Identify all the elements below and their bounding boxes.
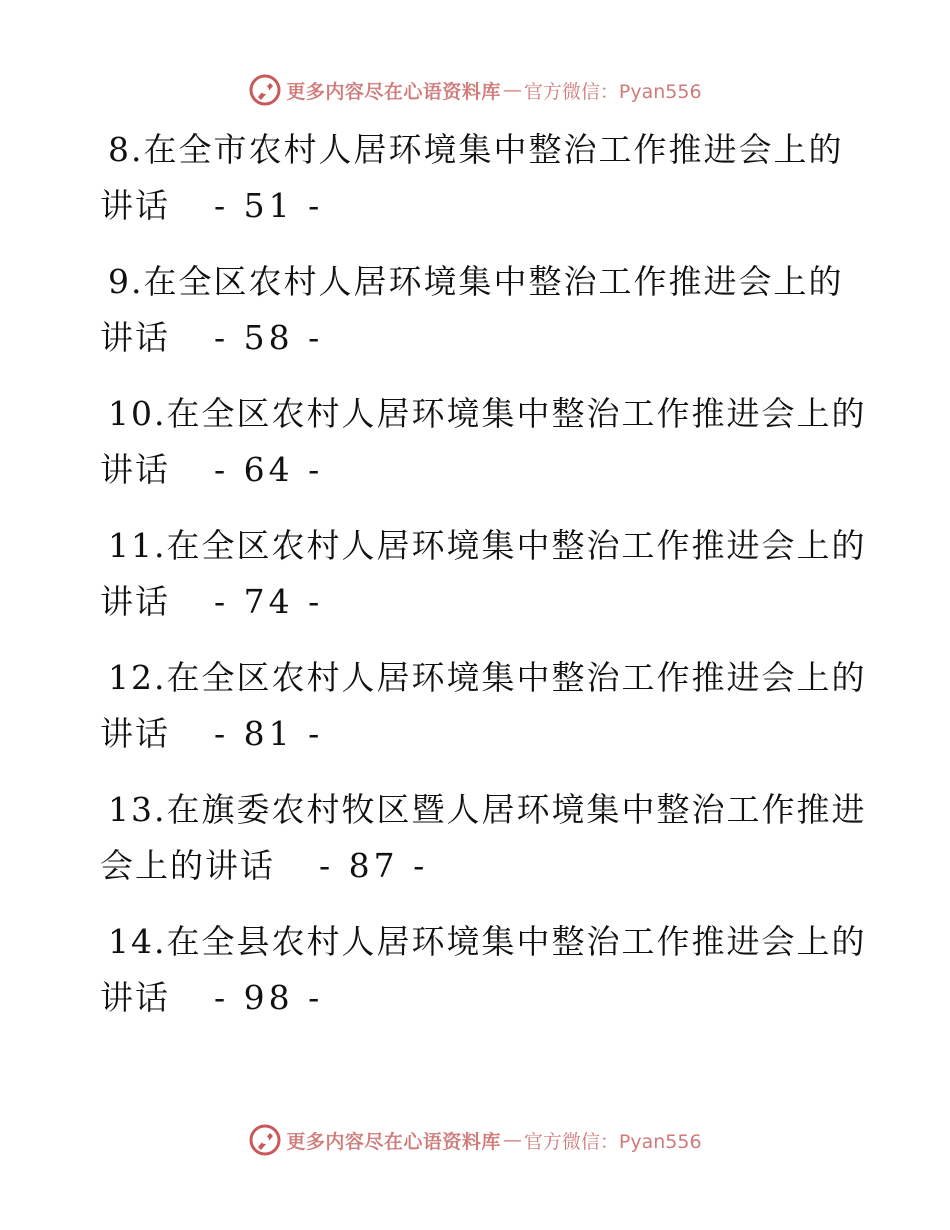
pen-circle-logo-icon xyxy=(248,1123,282,1157)
watermark-text: 更多内容尽在心语资料库 xyxy=(286,1130,501,1153)
toc-entry-title-end: 讲话 xyxy=(100,450,170,489)
toc-page-number: - 58 - xyxy=(214,318,324,357)
toc-entry-continuation xyxy=(100,310,850,366)
toc-entry-continuation xyxy=(100,706,850,762)
pen-circle-logo-icon xyxy=(248,73,282,107)
header-watermark xyxy=(0,70,950,110)
toc-entry-continuation xyxy=(100,178,850,234)
toc-page-number: - 81 - xyxy=(214,714,324,753)
toc-entry-title: 12.在全区农村人居环境集中整治工作推进会上的 xyxy=(108,658,867,697)
toc-entry-title: 10.在全区农村人居环境集中整治工作推进会上的 xyxy=(108,394,867,433)
watermark-separator: — xyxy=(502,79,522,101)
toc-entry-title: 13.在旗委农村牧区暨人居环境集中整治工作推进 xyxy=(108,790,867,829)
toc-page-number: - 98 - xyxy=(214,978,324,1017)
toc-entry-title: 8.在全市农村人居环境集中整治工作推进会上的 xyxy=(108,130,844,169)
table-of-contents xyxy=(100,122,867,1046)
toc-entry-title: 14.在全县农村人居环境集中整治工作推进会上的 xyxy=(108,922,867,961)
toc-entry xyxy=(100,914,867,1026)
toc-entry xyxy=(100,782,867,894)
watermark-separator: — xyxy=(502,1129,522,1151)
toc-entry-title: 9.在全区农村人居环境集中整治工作推进会上的 xyxy=(108,262,844,301)
toc-page-number: - 87 - xyxy=(319,846,429,885)
toc-entry-title: 11.在全区农村人居环境集中整治工作推进会上的 xyxy=(108,526,867,565)
toc-page-number: - 51 - xyxy=(214,186,324,225)
toc-entry xyxy=(100,254,850,366)
watermark-contact: 官方微信：Pyan556 xyxy=(523,80,702,103)
watermark-text: 更多内容尽在心语资料库 xyxy=(286,80,501,103)
footer-watermark xyxy=(0,1120,950,1160)
toc-entry-continuation xyxy=(100,970,850,1026)
toc-entry xyxy=(100,518,867,630)
toc-entry xyxy=(100,122,850,234)
toc-page-number: - 64 - xyxy=(214,450,324,489)
watermark-contact: 官方微信：Pyan556 xyxy=(523,1130,702,1153)
toc-entry-title-end: 讲话 xyxy=(100,714,170,753)
toc-entry-continuation xyxy=(100,442,850,498)
toc-entry-title-end: 讲话 xyxy=(100,978,170,1017)
toc-entry xyxy=(100,650,867,762)
toc-entry-title-end: 讲话 xyxy=(100,186,170,225)
toc-entry-title-end: 会上的讲话 xyxy=(100,846,275,885)
toc-entry-title-end: 讲话 xyxy=(100,582,170,621)
toc-entry-continuation xyxy=(100,574,850,630)
toc-entry-title-end: 讲话 xyxy=(100,318,170,357)
toc-entry xyxy=(100,386,867,498)
toc-page-number: - 74 - xyxy=(214,582,324,621)
toc-entry-continuation xyxy=(100,838,850,894)
